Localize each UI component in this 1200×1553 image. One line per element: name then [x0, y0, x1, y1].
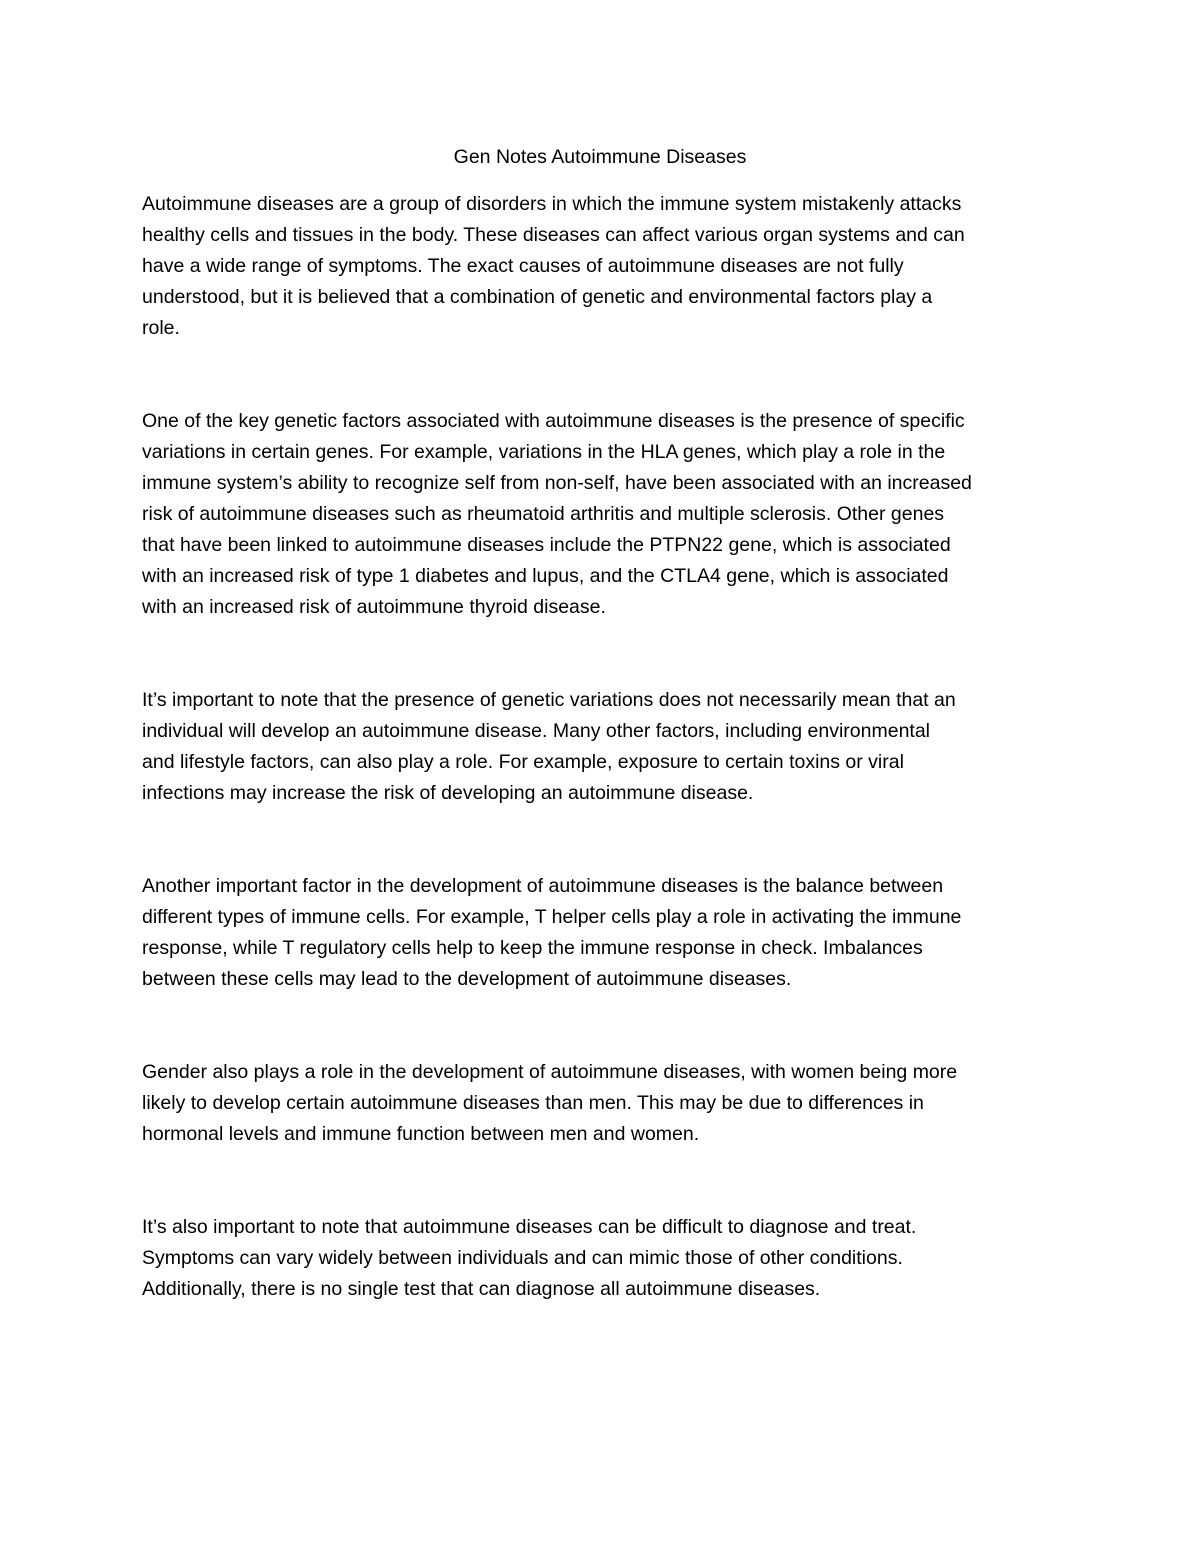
paragraph-1: [142, 189, 1062, 344]
paragraph-5: [142, 1057, 1062, 1150]
paragraph-line: Gender also plays a role in the development of autoimmune diseases, with women being more: [142, 1061, 958, 1083]
paragraph-line: individual will develop an autoimmune disease. Many other factors, including environmental: [142, 720, 931, 742]
document-title: Gen Notes Autoimmune Diseases: [453, 146, 747, 168]
document-body: [142, 189, 1062, 1305]
paragraph-line: and lifestyle factors, can also play a role. For example, exposure to certain toxins or viral: [142, 751, 904, 773]
paragraph-4: [142, 871, 1062, 995]
paragraph-line: with an increased risk of type 1 diabetes and lupus, and the CTLA4 gene, which is associated: [142, 565, 949, 587]
paragraph-line: variations in certain genes. For example, variations in the HLA genes, which play a role in the: [142, 441, 946, 463]
paragraph-spacer: [142, 995, 1062, 1057]
paragraph-line: It’s important to note that the presence of genetic variations does not necessarily mean that an: [142, 689, 956, 711]
paragraph-line: role.: [142, 317, 180, 339]
paragraph-line: response, while T regulatory cells help to keep the immune response in check. Imbalances: [142, 937, 923, 959]
paragraph-line: Additionally, there is no single test that can diagnose all autoimmune diseases.: [142, 1278, 821, 1300]
paragraph-line: that have been linked to autoimmune diseases include the PTPN22 gene, which is associated: [142, 534, 951, 556]
paragraph-spacer: [142, 623, 1062, 685]
paragraph-spacer: [142, 1150, 1062, 1212]
paragraph-line: Symptoms can vary widely between individuals and can mimic those of other conditions.: [142, 1247, 903, 1269]
paragraph-line: with an increased risk of autoimmune thyroid disease.: [142, 596, 606, 618]
paragraph-line: between these cells may lead to the development of autoimmune diseases.: [142, 968, 792, 990]
paragraph-line: different types of immune cells. For example, T helper cells play a role in activating the immune: [142, 906, 962, 928]
paragraph-3: [142, 685, 1062, 809]
paragraph-line: have a wide range of symptoms. The exact causes of autoimmune diseases are not fully: [142, 255, 904, 277]
paragraph-line: healthy cells and tissues in the body. These diseases can affect various organ systems and can: [142, 224, 965, 246]
paragraph-6: [142, 1212, 1062, 1305]
paragraph-line: infections may increase the risk of developing an autoimmune disease.: [142, 782, 754, 804]
paragraph-line: likely to develop certain autoimmune diseases than men. This may be due to differences in: [142, 1092, 924, 1114]
paragraph-2: [142, 406, 1062, 623]
paragraph-line: Autoimmune diseases are a group of disorders in which the immune system mistakenly attacks: [142, 193, 962, 215]
paragraph-spacer: [142, 809, 1062, 871]
paragraph-line: Another important factor in the development of autoimmune diseases is the balance between: [142, 875, 944, 897]
paragraph-line: hormonal levels and immune function between men and women.: [142, 1123, 700, 1145]
paragraph-spacer: [142, 344, 1062, 406]
paragraph-line: immune system’s ability to recognize self from non-self, have been associated with an increased: [142, 472, 972, 494]
paragraph-line: understood, but it is believed that a combination of genetic and environmental factors play a: [142, 286, 933, 308]
paragraph-line: One of the key genetic factors associated with autoimmune diseases is the presence of specific: [142, 410, 965, 432]
paragraph-line: risk of autoimmune diseases such as rheumatoid arthritis and multiple sclerosis. Other genes: [142, 503, 945, 525]
paragraph-line: It’s also important to note that autoimmune diseases can be difficult to diagnose and treat.: [142, 1216, 917, 1238]
